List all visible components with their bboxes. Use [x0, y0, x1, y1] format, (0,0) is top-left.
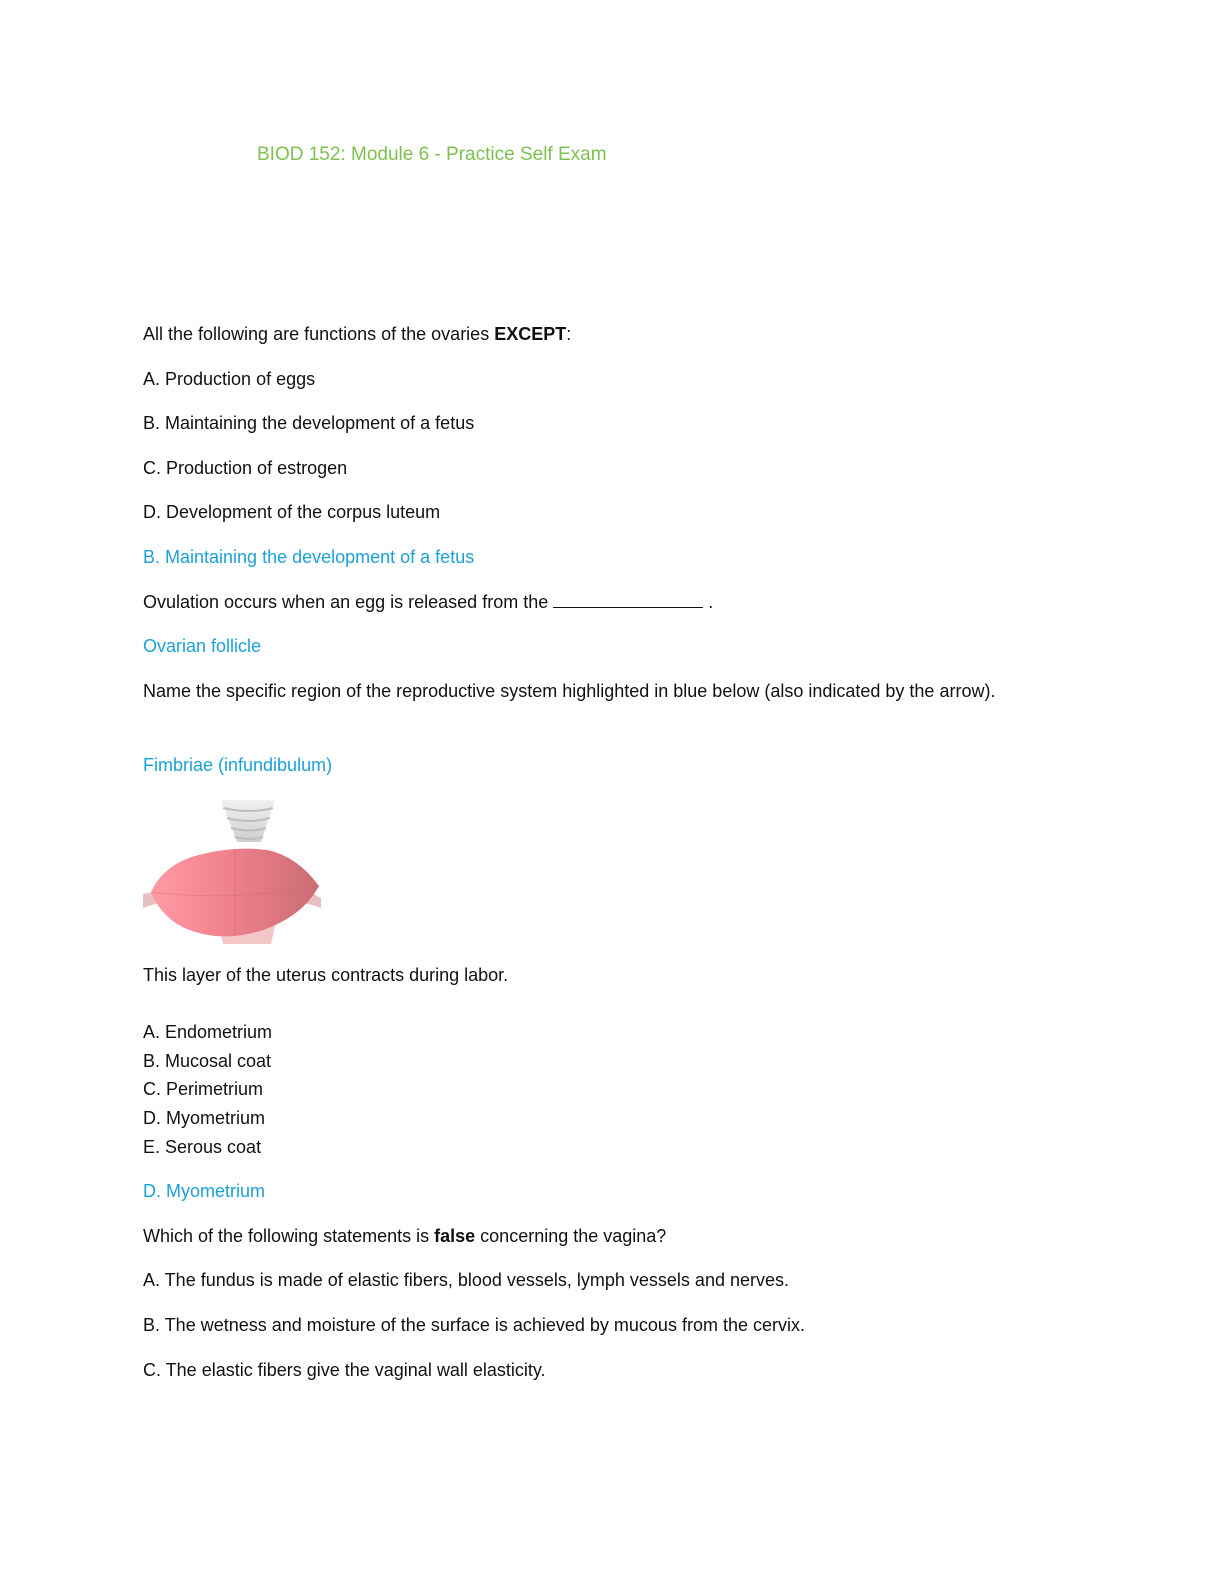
question-1-answer: B. Maintaining the development of a fetus	[143, 547, 475, 567]
question-4-prompt: This layer of the uterus contracts during labor.	[143, 965, 509, 985]
answer-blank	[553, 593, 703, 608]
question-5-option: C. The elastic fibers give the vaginal wall elasticity.	[143, 1360, 546, 1380]
question-1-option: D. Development of the corpus luteum	[143, 502, 441, 522]
question-1-prompt-emphasis: EXCEPT	[494, 324, 567, 344]
question-2-prompt-end: .	[703, 592, 714, 612]
uterus-illustration	[143, 798, 321, 944]
question-4-option: E. Serous coat	[143, 1137, 262, 1157]
question-5-prompt	[143, 1222, 666, 1251]
question-1-option: C. Production of estrogen	[143, 458, 348, 478]
question-1-prompt-end: :	[566, 324, 572, 344]
question-5-prompt-emphasis: false	[434, 1226, 476, 1246]
question-1-prompt-text: All the following are functions of the ovaries	[143, 324, 495, 344]
question-2-prompt-text: Ovulation occurs when an egg is released from the	[143, 592, 554, 612]
page-title: BIOD 152: Module 6 - Practice Self Exam	[257, 144, 607, 165]
question-4-option: B. Mucosal coat	[143, 1051, 272, 1071]
question-2-prompt	[143, 588, 713, 617]
question-3-answer: Fimbriae (infundibulum)	[143, 755, 333, 775]
question-4-option: A. Endometrium	[143, 1022, 273, 1042]
question-5-option: B. The wetness and moisture of the surface is achieved by mucous from the cervix.	[143, 1315, 805, 1335]
question-3-prompt: Name the specific region of the reproductive system highlighted in blue below (also indicated by the arrow).	[143, 681, 996, 701]
question-5-prompt-end: concerning the vagina?	[475, 1226, 667, 1246]
question-4-option: D. Myometrium	[143, 1108, 266, 1128]
question-4-answer: D. Myometrium	[143, 1181, 266, 1201]
question-5-prompt-text: Which of the following statements is	[143, 1226, 435, 1246]
question-1-option: A. Production of eggs	[143, 369, 316, 389]
question-4-option: C. Perimetrium	[143, 1079, 264, 1099]
question-1-option: B. Maintaining the development of a fetus	[143, 413, 475, 433]
question-5-option: A. The fundus is made of elastic fibers, blood vessels, lymph vessels and nerves.	[143, 1270, 789, 1290]
question-2-answer: Ovarian follicle	[143, 636, 262, 656]
cervix-cone-shape	[221, 800, 275, 842]
question-1-prompt	[143, 320, 571, 349]
